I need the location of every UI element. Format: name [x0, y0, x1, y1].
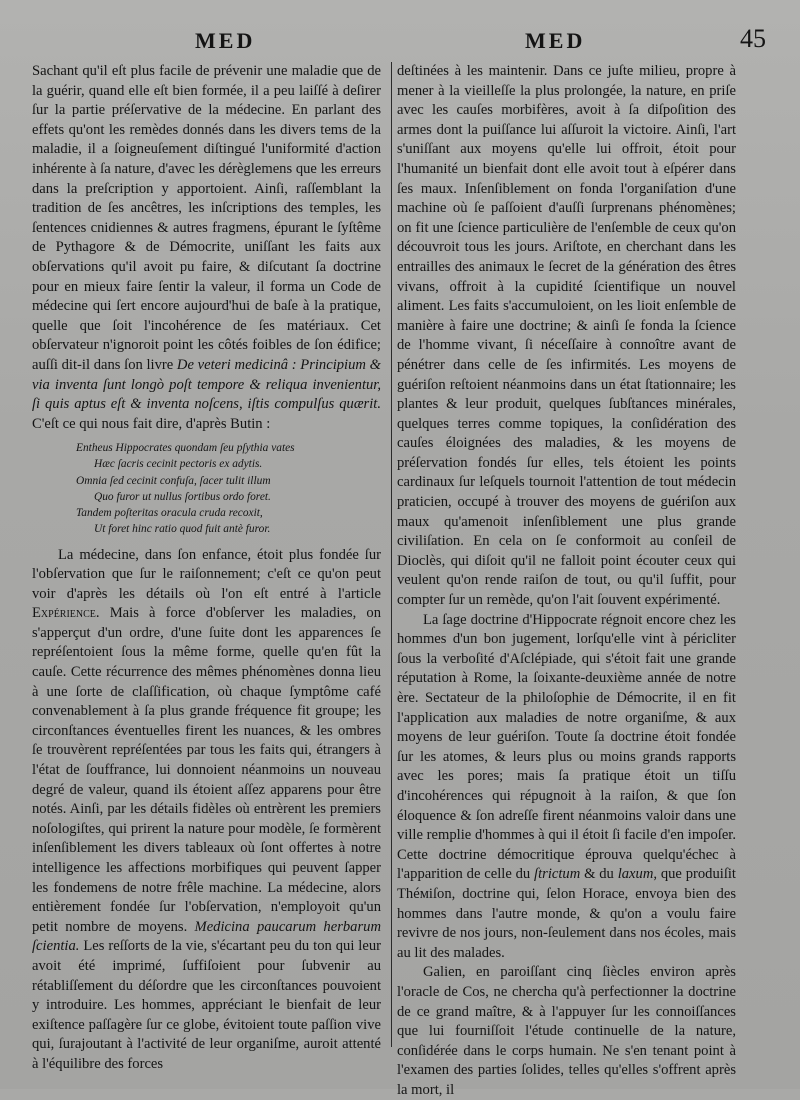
left-paragraph-2	[32, 546, 381, 1075]
verse-line: Omnia ſed cecinit confuſa, ſacer tulit illum	[76, 474, 271, 487]
right-p2-text-c: , que produiſit Théміſon, doctrine qui, ſelon Horace, envoya bien des hommes dans l'autre monde, & qu'on a voulu faire revivre de nos jours, non-ſeulement dans nos écoles, mais au lit des malades.	[397, 866, 736, 961]
left-p2-text-b: . Mais à force d'obſerver les maladies, on s'apperçut d'un ordre, d'une ſuite dont les apparences ſe repréſentoient ſous la même forme, quelle qu'en fût la cauſe. Cette récurrence des mêmes phénomènes donna lieu à une ſorte de claſſification, où chaque ſymptôme café convenablement à ſa plus grande fréquence fit groupe; les circonſtances éventuelles firent les nuances, & les ombres ſe trouvèrent repréſentées par tous les faits qui, étrangers à l'état de ſouffrance, lui donnoient néanmoins un nouveau degré de valeur, quand ils étoient aſſez apparens pour être notés. Ainſi, par les détails fidèles où entrèrent les premiers noſologiſtes, qui prirent la nature pour modèle, ſe formèrent inſenſiblement les divers tableaux où ſont offertes à notre intelligence les affections morbifiques qui peuvent ſapper les fondemens de notre frêle machine. La médecine, alors entièrement fondée ſur l'obſervation, n'employoit qu'un petit nombre de moyens.	[32, 605, 381, 935]
left-p2-text-a: La médecine, dans ſon enfance, étoit plus fondée ſur l'obſervation que ſur le raiſonnement; c'eſt ce qu'on peut voir d'après les détails où l'on eſt entré à l'article	[32, 546, 381, 602]
page-number: 45	[740, 24, 766, 53]
left-p1-text-a: Sachant qu'il eſt plus facile de prévenir une maladie que de la guérir, quand elle eſt bien formée, il a peu laiſſé à deſirer ſur la partie préſervative de la médecine. En parlant des effets qu'ont les remèdes donnés dans les divers tems de la maladie, il a ſoigneuſement diſtingué l'uniformité d'action inhérente à ſa nature, d'avec les dérèglemens que les erreurs dans la preſcription y apportoient. Ainſi, raſſemblant la tradition de ſes ancêtres, les inſcriptions des temples, les ſentences cnidiennes & autres fragmens, épurant le ſyſtême de Pythagore & de Démocrite, uniſſant les faits aux obſervations qu'il avoit pu faire, & diſcutant ſa doctrine pour en mieux faire ſentir la valeur, il forma un Code de médecine qui ſert encore aujourd'hui de baſe à la pratique, quelle que ſoit l'incohérence de ſes matériaux. Cet obſervateur n'ignoroit point les côtés foibles de ſon édifice; auſſi dit-il dans ſon livre	[32, 63, 381, 373]
verse-line: Quo furor ut nullus ſortibus ordo foret.	[94, 490, 271, 503]
left-p1-latin-quote: De veteri medicinâ : Principium & via inventa ſunt longò poſt tempore & reliqua invenientur, ſi quis aptus eſt & inventa noſcens, iſtis compulſus quærit.	[32, 356, 381, 413]
right-paragraph-3: Galien, en paroiſſant cinq ſiècles environ après l'oracle de Cos, ne chercha qu'à perfectionner la doctrine de ce grand maître, & à l'appuyer ſur les connoiſſances que lui fourniſſoit l'étude continuelle de la nature, conſidérée dans le corps humain. Ne s'en tenant point à l'examen des parties ſolides, telles qu'elles s'offrent après la mort, il	[397, 964, 736, 1098]
latin-verse	[76, 440, 381, 537]
column-divider	[391, 62, 392, 1047]
left-p2-latin-phrase: Medicina paucarum herbarum ſcientia.	[32, 918, 381, 955]
left-paragraph-1	[32, 62, 381, 434]
verse-line: Ut foret hinc ratio quod fuit antè furor.	[94, 523, 271, 536]
header-right-title: MED	[525, 28, 586, 53]
left-p2-text-c: Les reſſorts de la vie, s'écartant peu du ton qui leur avoit été imprimé, ſuffiſoient pour ſubvenir au rétabliſſement du déſordre que les circonſtances pouvoient y introduire. Les hommes, appréciant le bienfait de leur exiſtence paſſagère ſur ce globe, évitoient toute paſſion vive qui, ſurajoutant à l'activité de leur organiſme, auroit attenté à l'équilibre des forces	[32, 938, 381, 1072]
right-paragraph-1: deſtinées à les maintenir. Dans ce juſte milieu, propre à mener à la vieilleſſe la plus prolongée, la nature, en priſe avec les cauſes morbifères, avoit à ſa diſpoſition des armes dont la puiſſance lui aſſuroit la victoire. Ainſi, l'art s'uniſſant aux moyens qu'elle lui offroit, étoit pour l'humanité un bienfait dont elle avoit tout à eſpérer dans ſes maux. Inſenſiblement on fonda l'organiſation d'une machine où ſe paſſoient d'auſſi ſurprenans phénomènes; on fit une ſcience particulière de l'enſemble de ceux qu'on découvroit tous les jours. Ariſtote, en cherchant dans les entrailles des animaux le ſecret de la génération des êtres vivans, offroit à la cupidité ſcientifique un nouvel aliment. Les faits s'accumuloient, on les lioit enſemble de manière à faire une doctrine; & ainſi ſe fonda la ſcience de l'homme vivant, ſi néceſſaire à connoître avant de pénétrer dans celle de ſes infirmités. Les moyens de guériſon reſtoient néanmoins dans un état ſtationnaire; les plantes & leur produit, quelques ſubſtances minérales, quelques terres comme topiques, la conſidération des cauſes éloignées des maladies, & les moyens de préſervation fondés ſur elles, tels étoient les points cardinaux ſur leſquels tournoit l'attention de tout médecin praticien, occupé à trouver des moyens de guériſon aux maux qu'amenoit inſenſiblement une plus grande civiliſation. En cela on ſe conformoit au conſeil de Dioclès, qui diſoit qu'il ne falloit point écouter ceux qui veulent qu'on rende raiſon de tout, ou qu'il ſuffit, pour compter ſur un remède, qu'on l'ait ſouvent expérimenté.	[397, 63, 736, 609]
verse-line: Entheus Hippocrates quondam ſeu pſythia vates	[76, 442, 295, 455]
verse-line: Hæc ſacris cecinit pectoris ex adytis.	[94, 458, 263, 471]
right-p2-text-b: & du	[584, 866, 614, 883]
verse-line: Tandem poſteritas oracula cruda recoxit,	[76, 507, 263, 520]
right-column	[397, 62, 736, 1100]
right-p2-text-a: La ſage doctrine d'Hippocrate régnoit encore chez les hommes d'un bon jugement, lorſqu'elle vint à péricliter ſous la verboſité d'Aſclépiade, qui s'étoit fait une grande réputation à Rome, la ſoixante-deuxième année de notre ère. Sectateur de la philoſophie de Démocrite, il en fit l'application aux maladies de notre organiſme, & aux moyens de leur guériſon. Toute ſa doctrine étoit fondée ſur les atomes, & leurs plus ou moins grands rapports avec les pores; mais ſa pratique étoit un tiſſu d'incohérences qui répugnoit à la raiſon, & que ſon éloquence & ſon adreſſe firent néanmoins valoir dans une ville remplie d'hommes à qui il étoit ſi facile d'en impoſer. Cette doctrine démocritique éprouva quelqu'échec à l'apparition de celle du	[397, 611, 736, 883]
left-p2-cross-reference: Expérience	[32, 605, 96, 622]
right-p2-term-strictum: ſtrictum	[534, 866, 581, 883]
header-left-title: MED	[195, 28, 256, 53]
left-p1-text-b: C'eſt ce qui nous fait dire, d'après Butin :	[32, 415, 271, 432]
right-paragraph-2	[397, 611, 736, 964]
left-column	[32, 62, 381, 1075]
right-p2-term-laxum: laxum	[617, 866, 654, 883]
running-header	[30, 24, 770, 60]
